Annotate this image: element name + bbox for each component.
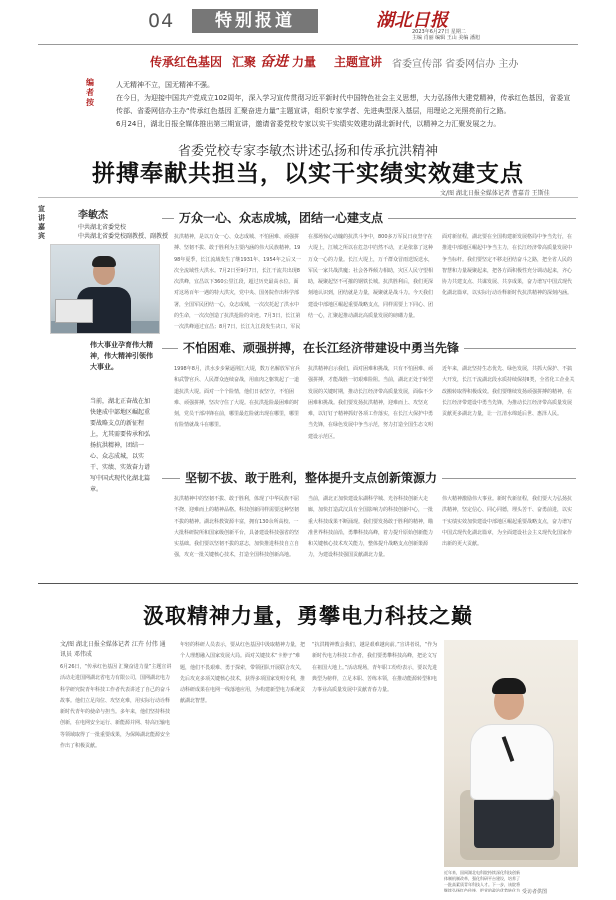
story1-headline: 拼搏奉献共担当，以实干实绩实效建支点 <box>92 161 524 187</box>
story1-subhead: 省委党校专家李敏杰讲述弘扬和传承抗洪精神 <box>177 144 438 159</box>
lecturer-quote: 伟大事业孕育伟大精神，伟大精神引领伟大事业。 <box>90 341 153 371</box>
story2-headline: 汲取精神力量，勇攀电力科技之巅 <box>143 603 473 628</box>
lecturer-title: 中共湖北省委党校副教授、副教授 <box>78 233 169 240</box>
banner-part5: 主题宣讲 <box>334 55 383 69</box>
section-title-1: 万众一心、众志成城，团结一心建支点 <box>174 209 388 226</box>
header-meta <box>412 29 480 41</box>
page-number: 04 <box>148 10 175 32</box>
section-title-2: 不怕困难、顽强拼搏，在长江经济带建设中勇当先锋 <box>178 339 464 356</box>
banner-part4: 力量 <box>292 55 317 69</box>
header-editors: 主编 肖丽 编辑 王山 美编 潘旭 <box>412 35 480 41</box>
article-column: 当前，湖北正加快建设东湖科学城、光谷科技创新大走廊，加快打造武汉具有全国影响力的科技创新中心，一批重大科技成果不断涌现。我们要发扬敢于胜利的精神，瞄准世界科技前沿，勇攀科技高峰，着力提升原始创新能力和关键核心技术攻关能力，整体提升战略支点创新策源力，为建设科技强国贡献湖北力量。 <box>308 496 434 559</box>
page-header <box>0 0 616 44</box>
editor-note <box>116 79 572 131</box>
article-column: 面对新征程，湖北要在全国构建新发展格局中争当先行，在推进中部地区崛起中争当主力，在长江经济带高质量发展中争当标杆。我们要坚定不移走团结奋斗之路，把全省人民的智慧和力量凝聚起来，把各方面积极性充分调动起来，齐心协力共建支点、共谋发展、共享成果，奋力谱写中国式现代化湖北篇章，以实际行动诠释新时代抗洪精神的深刻内涵。 <box>442 234 573 297</box>
lecturer-tag: 宣讲嘉宾 <box>38 205 45 240</box>
banner-part1: 传承红色基因 <box>150 55 223 69</box>
editor-note-line: 在今日，为迎接中国共产党成立102周年，深入学习宣传贯彻习近平新时代中国特色社会主义思想，大力弘扬伟大建党精神，传承红色基因，省委宣传部、省委网信办主办“传承红色基因 汇聚奋进力量”主题宣讲，组织专家学者、先进典型深入基层，用理论之光照亮前行之路。 <box>116 94 571 115</box>
section-title-3: 坚韧不拔、敢于胜利，整体提升支点创新策源力 <box>180 469 442 486</box>
lecturer-photo <box>50 244 160 334</box>
lecturer-name: 李敏杰 <box>78 210 108 221</box>
section-heading <box>162 338 576 358</box>
article-column: 6月26日，“传承红色基因 汇聚奋进力量”主题宣讲活动走进国网湖北省电力有限公司，国网湖北电力科学研究院青年科技工作者代表讲述了自己的奋斗故事。他们立足岗位、攻坚克难，用实际行动诠释新时代青年的使命与担当。多年来，他们坚持科技创新，在电网安全运行、新能源并网、特高压输电等领域取得了一批重要成果，为保障湖北能源安全作出了积极贡献。 <box>60 664 172 750</box>
article-column: 年轻的科研人员表示，要从红色基因中汲取精神力量，把个人理想融入国家发展大局。面对关键技术“卡脖子”难题，他们不畏艰难、勇于探索，带领团队开展联合攻关，先后攻克多项关键核心技术，获得多项国家发明专利，推动科研成果在电网一线落地应用，为构建新型电力系统贡献湖北智慧。 <box>180 642 306 705</box>
campaign-banner <box>150 53 519 71</box>
banner-part2: 汇聚 <box>232 55 257 69</box>
article-column: 在那场惊心动魄的抗洪斗争中，800多万军民日夜坚守在大堤上，江城之所以在危急中岿然不动，正是依靠了这种万众一心的力量。长江大堤上，万千群众冒雨送饭送水，军民一家共战洪魔；社会各界倾力相助，灾区人民守望相助，凝聚起坚不可摧的钢铁长城。抗洪胜利后，我们更深刻地认识到，团结就是力量，凝聚就是战斗力。今天我们建设中部地区崛起重要战略支点，同样需要上下同心、团结一心，汇聚起推动湖北高质量发展的磅礴力量。 <box>308 234 434 320</box>
story1-divider <box>38 197 578 198</box>
story2-byline: 文/图 湖北日报全媒体记者 江卉 付伟 通讯员 邓伟成 <box>60 641 166 658</box>
editor-note-line: 人无精神不立，国无精神不强。 <box>116 81 214 89</box>
article-column: 抗洪精神，是以万众一心、众志成城、不怕困难、顽强拼搏、坚韧不拔、敢于胜利为主要内涵的伟大民族精神。1998年夏季，长江流域发生了继1931年、1954年之后又一次全流域性大洪水。7月2日至9月7日，长江干流共出现8次洪峰，宜昌以下360公里江段，超过历史最高水位。面对这场百年一遇的特大洪灾，党中央、国务院作出科学部署，全国军民团结一心，众志成城，一次次托起了洪水中的生命，一次次创造了抗洪抢险的奇迹。7月3日，长江第一次洪峰通过宜昌；8月7日，长江九江段发生决口，军民 <box>174 234 301 331</box>
article-column: 1998年8月，洪水步步紧逼荆江大堤，数万名解放军官兵和武警官兵、人民群众连续奋战，用血肉之躯筑起了一道道抗洪大堤。面对一个个险情，他们日夜坚守，不怕困难、顽强拼搏，坚决守住了大堤。在抗洪抢险最困难的时刻，党员干部冲锋在前，哪里最危险就出现在哪里，哪里有险情就战斗在哪里。 <box>174 366 300 429</box>
photo-credit: 受访者供图 <box>522 889 548 895</box>
section-heading <box>162 468 576 488</box>
story-divider <box>38 583 578 584</box>
banner-part6: 省委宣传部 省委网信办 主办 <box>392 59 519 70</box>
article-column: 近年来，国网湖北电科院持续深化科技创新体制机制改革，强化科研平台建设，培养了一批高素质青年科技人才。下一步，该院将继续弘扬红色传统，把党的政治优势转化为 <box>444 870 520 892</box>
section-heading <box>162 208 576 228</box>
editor-note-line: 6月24日，湖北日报全媒体推出第三期宣讲，邀请省委党校专家以实干实绩实效建功湖北新时代，以精神之力汇聚发展之力。 <box>116 120 501 128</box>
newspaper-logo: 湖北日报 <box>376 10 448 31</box>
article-column: 抗洪精神启示我们，面对困难和挑战，只有不怕困难、顽强拼搏，才能战胜一切艰难险阻。当前，湖北正处于转型发展的关键时期，推动长江经济带高质量发展，面临不少困难和挑战。我们要发扬抗洪精神，迎难而上、攻坚克难，以钉钉子精神抓好各项工作落实，在长江大保护中勇当先锋，在绿色发展中争当示范，努力打造全国生态文明建设示范区。 <box>308 366 434 440</box>
article-column: 伟大精神激励伟大事业。新时代新征程，我们要大力弘扬抗洪精神，坚定信心、同心同德，埋头苦干、奋勇前进，以实干实绩实效加快建设中部地区崛起重要战略支点，奋力谱写中国式现代化湖北篇章，为全面建设社会主义现代化国家作出新的更大贡献。 <box>442 496 573 548</box>
section-title: 特别报道 <box>192 9 318 33</box>
header-date: 2023年6月27日 星期二 <box>412 29 466 35</box>
header-rule <box>38 44 578 45</box>
editor-note-tag: 编者按 <box>86 78 94 107</box>
article-column: 抗洪精神中的坚韧不拔、敢于胜利，体现了中华民族不屈不挠、迎难而上的精神品格。科技创新同样需要这种坚韧不拔的精神。湖北科教资源丰富，拥有130余所高校、一大批科研院所和国家级创新平台，具备建设科技强省的坚实基础。我们要以坚韧不拔的意志，加快推进科技自立自强，攻克一批关键核心技术，打造全国科技创新高地。 <box>174 496 300 559</box>
lecturer-title: 中共湖北省委党校 <box>78 224 127 231</box>
story1-byline: 文/图 湖北日报全媒体记者 曹嘉青 王斯佳 <box>440 190 550 197</box>
lecturer-body: 当前，湖北正奋战在加快建成中部地区崛起重要战略支点的新征程上，尤其需要传承和弘扬抗洪精神，团结一心、众志成城，以实干、实绩、实效奋力谱写中国式现代化湖北篇章。 <box>90 398 151 493</box>
article-column: “抗洪精神教会我们，越是艰难越向前。”宣讲者说，“作为新时代电力科技工作者，我们要勇攀科技高峰，把论文写在祖国大地上。”活动现场，青年职工纷纷表示，要以先进典型为榜样，立足本职、苦练本领，在推动能源转型和电力事业高质量发展中贡献青春力量。 <box>312 642 438 694</box>
banner-part3: 奋进 <box>260 54 288 70</box>
article-column: 近年来，湖北坚持生态优先、绿色发展，共抓大保护、不搞大开发，长江干流湖北段水质持续保持Ⅱ类，全省化工企业关改搬转取得积极成效。我们要继续发扬顽强拼搏的精神，在长江经济带建设中勇当先锋，为推动长江经济带高质量发展贡献更多湖北力量，让一江清水绵延后世、惠泽人民。 <box>442 366 575 418</box>
interviewee-photo <box>444 640 578 867</box>
